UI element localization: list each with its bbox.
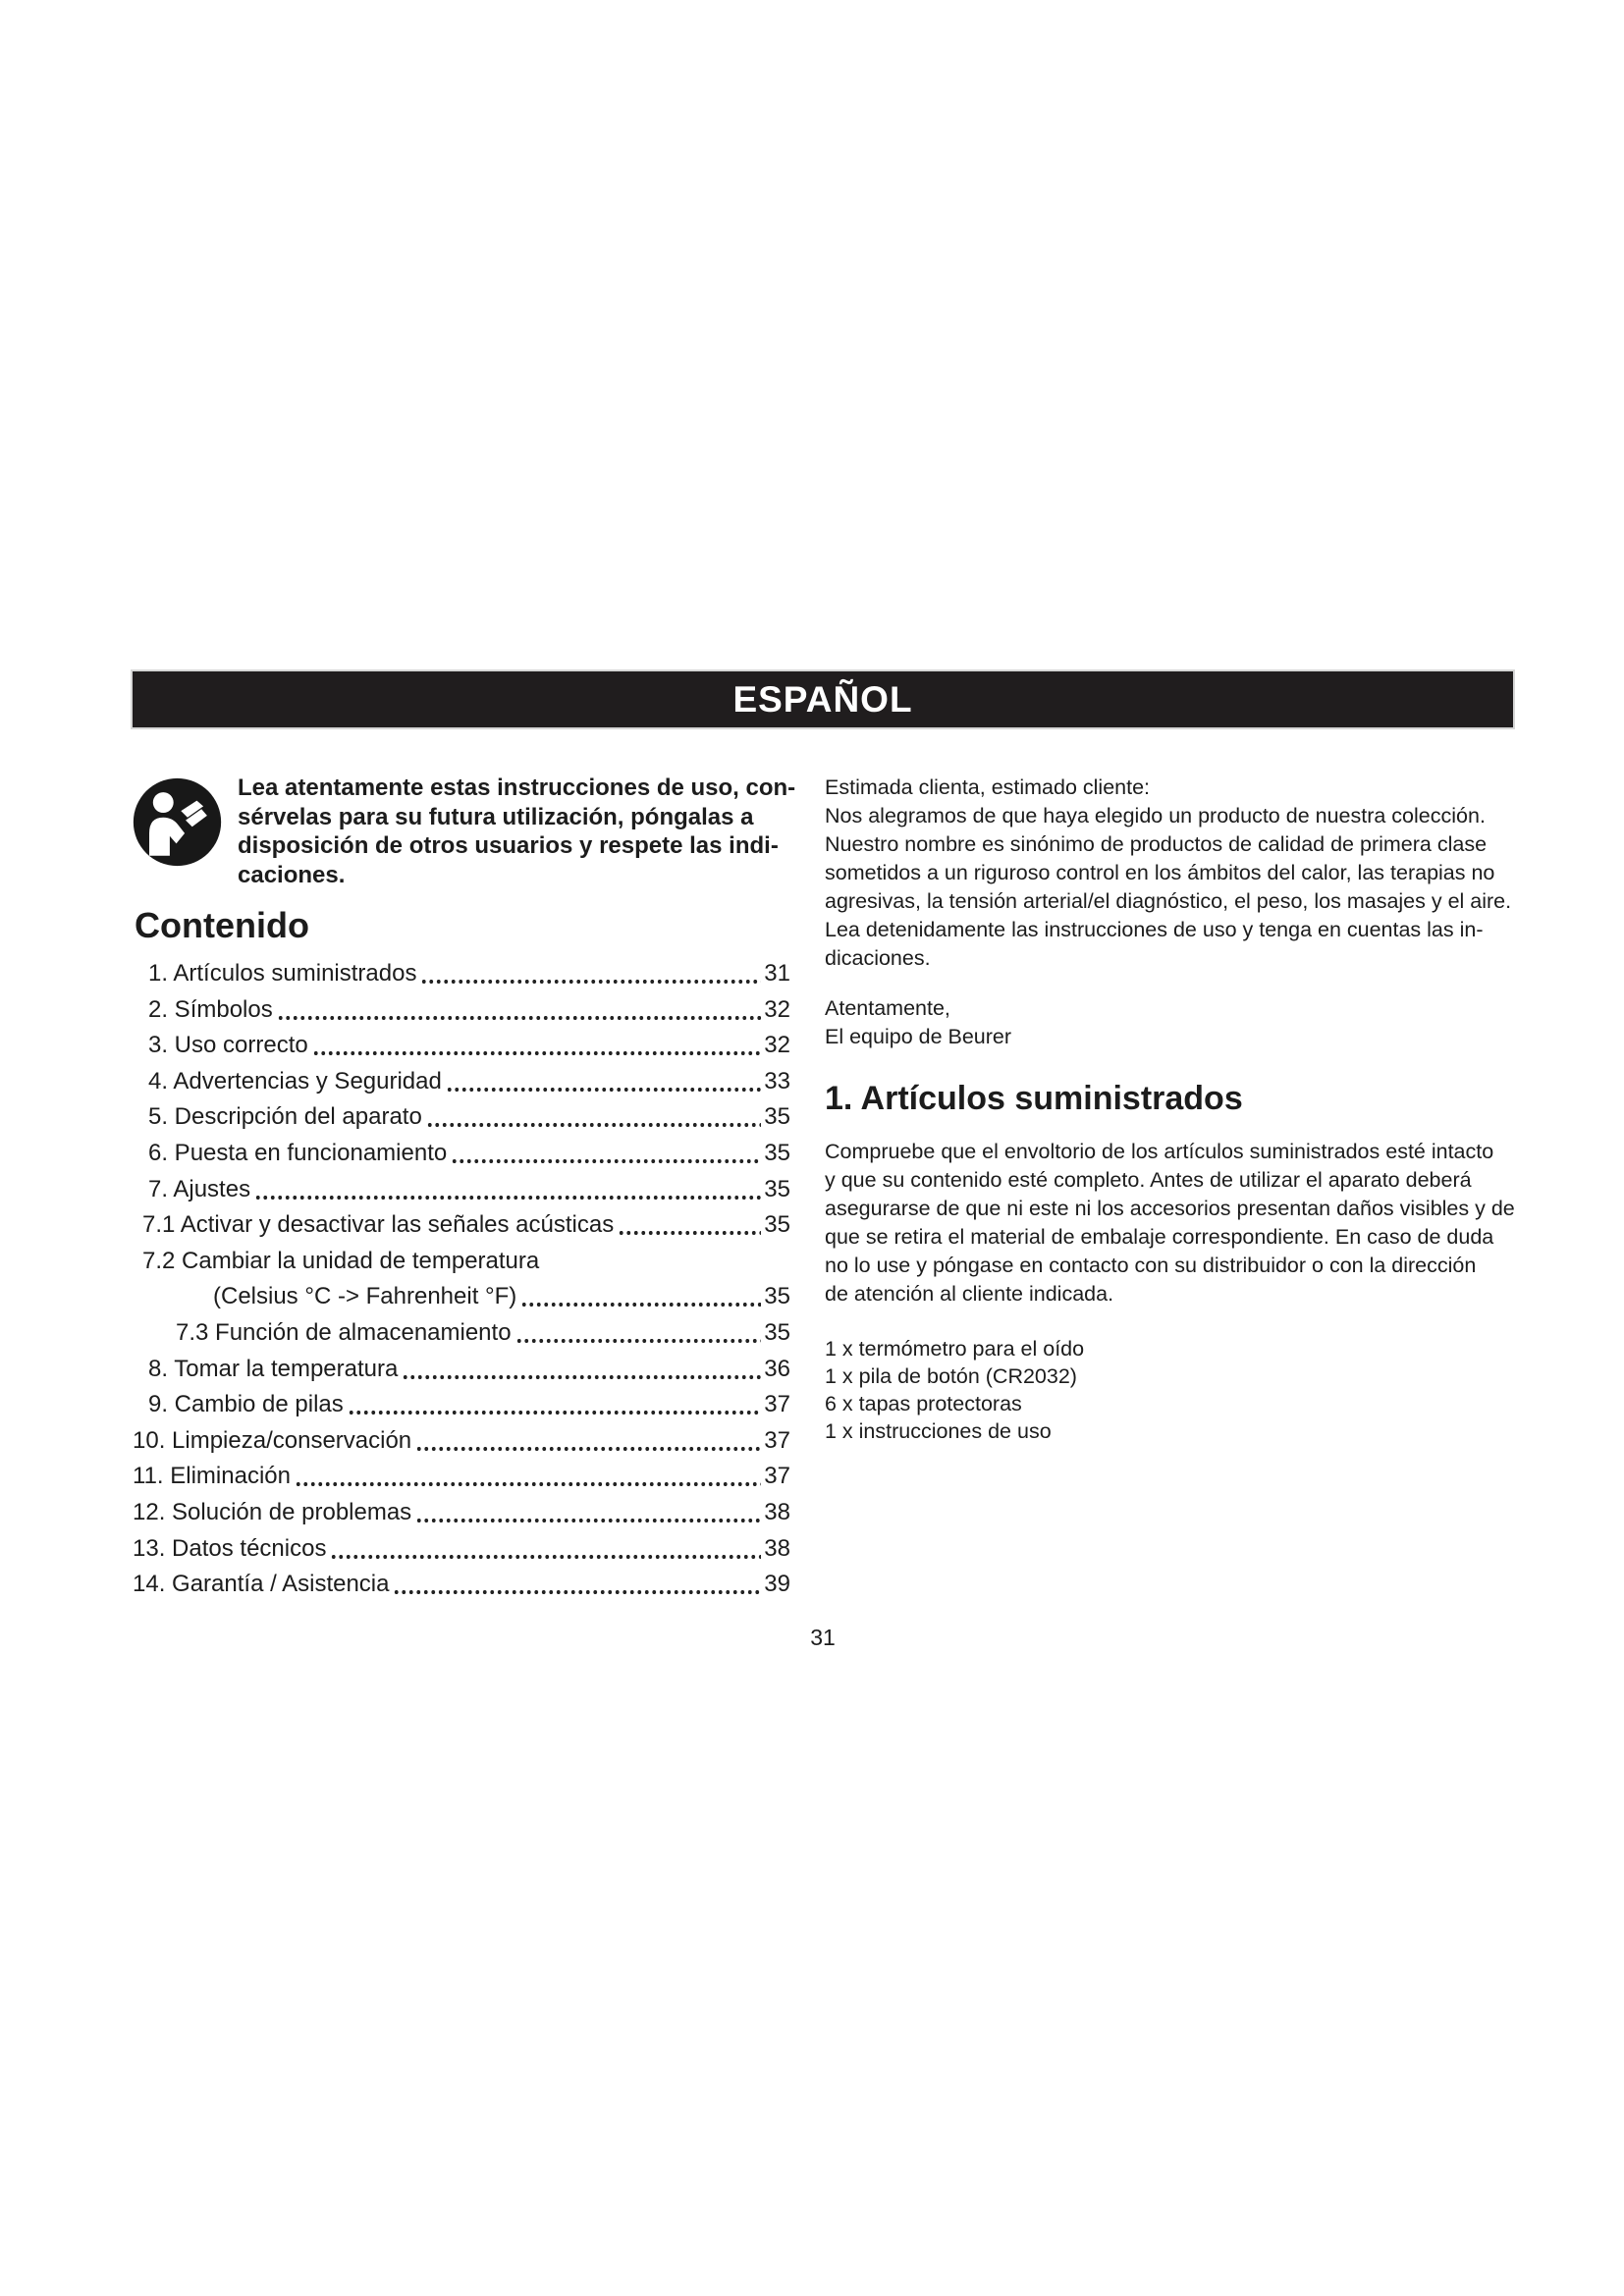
toc-entry-page: 32 (764, 1032, 790, 1059)
greeting-paragraph (825, 774, 1515, 973)
toc-dot-leader (515, 1315, 762, 1352)
toc-entry (131, 1495, 790, 1531)
toc-entry (131, 1099, 790, 1136)
paragraph-line: Nuestro nombre es sinónimo de productos de calidad de primera clase (825, 832, 1488, 856)
toc-title: Contenido (135, 905, 309, 945)
toc-entry-label: 6. Puesta en funcionamiento (148, 1139, 448, 1166)
toc-dot-leader (415, 1495, 761, 1531)
paragraph-line: Lea detenidamente las instrucciones de uso y tenga en cuentas las in- (825, 918, 1484, 941)
paragraph-line: Estimada clienta, estimado cliente: (825, 775, 1151, 799)
toc-entry (131, 1136, 790, 1172)
toc-entry-page: 36 (764, 1355, 790, 1382)
toc-entry-label: 14. Garantía / Asistencia (133, 1571, 390, 1598)
paragraph-line: que se retira el material de embalaje correspondiente. En caso de duda (825, 1225, 1494, 1249)
paragraph-line: Nos alegramos de que haya elegido un producto de nuestra colección. (825, 804, 1486, 828)
toc-entry-page: 35 (764, 1318, 790, 1346)
language-banner (131, 669, 1515, 729)
toc-entry (131, 1244, 790, 1280)
toc-entry-label: 5. Descripción del aparato (148, 1103, 422, 1131)
toc-dot-leader (295, 1459, 761, 1495)
toc-dot-leader (451, 1136, 761, 1172)
toc-dot-leader (618, 1207, 761, 1244)
toc-entry-label: 10. Limpieza/conservación (133, 1426, 412, 1454)
toc-dot-leader (330, 1531, 761, 1568)
paragraph-line: y que su contenido esté completo. Antes de utilizar el aparato deberá (825, 1168, 1472, 1192)
toc-dot-leader (393, 1567, 761, 1603)
toc-dot-leader (312, 1028, 762, 1064)
toc-entry (131, 1459, 790, 1495)
toc-entry-page: 37 (764, 1426, 790, 1454)
paragraph-line: Atentamente, (825, 996, 950, 1020)
toc-entry (131, 1064, 790, 1100)
list-item: 1 x pila de botón (CR2032) (825, 1364, 1077, 1388)
toc-entry-label: 7.3 Función de almacenamiento (176, 1318, 512, 1346)
supplied-items-list (825, 1335, 1515, 1445)
toc-dot-leader (420, 956, 761, 992)
toc-entry (131, 1207, 790, 1244)
toc-entry-label: 13. Datos técnicos (133, 1534, 327, 1562)
left-column (131, 774, 796, 1603)
toc-dot-leader (402, 1352, 761, 1388)
language-banner-label: ESPAÑOL (732, 679, 913, 720)
notice-line: sérvelas para su futura utilización, póngalas a (238, 803, 754, 830)
toc-entry-label: 3. Uso correcto (148, 1032, 308, 1059)
paragraph-line: El equipo de Beurer (825, 1025, 1012, 1048)
toc-entry-label: 2. Símbolos (148, 995, 273, 1023)
toc-entry-page: 38 (764, 1498, 790, 1525)
toc-entry-page: 35 (764, 1283, 790, 1310)
toc-entry-label: 12. Solución de problemas (133, 1498, 412, 1525)
toc-entry (131, 1423, 790, 1460)
notice-text (238, 774, 795, 889)
toc-dot-leader (520, 1279, 761, 1315)
notice-line: caciones. (238, 861, 346, 888)
toc-entry-label: 11. Eliminación (133, 1463, 291, 1490)
toc-dot-leader (348, 1387, 762, 1423)
toc-entry (131, 956, 790, 992)
list-item: 1 x instrucciones de uso (825, 1419, 1052, 1443)
toc-entry-page: 35 (764, 1175, 790, 1202)
toc-entry-page: 31 (764, 960, 790, 987)
toc-entry-page: 39 (764, 1571, 790, 1598)
toc-entry-label: 1. Artículos suministrados (148, 960, 417, 987)
paragraph-line: no lo use y póngase en contacto con su distribuidor o con la dirección (825, 1254, 1477, 1277)
toc-entry-page: 35 (764, 1103, 790, 1131)
toc-entry-label: 4. Advertencias y Seguridad (148, 1067, 442, 1095)
toc-entry-label: 7.2 Cambiar la unidad de temperatura (142, 1247, 540, 1274)
toc-entry (131, 1315, 790, 1352)
toc-entry-page: 38 (764, 1534, 790, 1562)
toc-entry (131, 992, 790, 1029)
toc-entry-label: 7. Ajustes (148, 1175, 251, 1202)
paragraph-line: Compruebe que el envoltorio de los artículos suministrados esté intacto (825, 1140, 1494, 1163)
toc-entry (131, 1567, 790, 1603)
toc-entry-page: 37 (764, 1391, 790, 1418)
toc-entry-page: 37 (764, 1463, 790, 1490)
toc-dot-leader (426, 1099, 761, 1136)
toc-entry-page: 32 (764, 995, 790, 1023)
read-instructions-icon (131, 775, 224, 869)
paragraph-line: asegurarse de que ni este ni los accesorios presentan daños visibles y de (825, 1197, 1515, 1220)
toc-entry-page: 35 (764, 1139, 790, 1166)
list-item: 6 x tapas protectoras (825, 1392, 1022, 1415)
toc-entry (131, 1172, 790, 1208)
toc-entry (131, 1531, 790, 1568)
toc-entry (131, 1279, 790, 1315)
paragraph-line: de atención al cliente indicada. (825, 1282, 1114, 1306)
section-paragraph (825, 1138, 1515, 1308)
toc-entry-page: 35 (764, 1211, 790, 1239)
page-content (131, 669, 1515, 1603)
signoff (825, 994, 1515, 1051)
toc-dot-leader (415, 1423, 761, 1460)
table-of-contents (131, 956, 790, 1603)
toc-entry-page: 33 (764, 1067, 790, 1095)
toc-entry (131, 1028, 790, 1064)
section-title: 1. Artículos suministrados (825, 1080, 1243, 1117)
paragraph-line: sometidos a un riguroso control en los ámbitos del calor, las terapias no (825, 861, 1495, 884)
toc-dot-leader (277, 992, 762, 1029)
toc-entry-label: (Celsius °C -> Fahrenheit °F) (213, 1283, 517, 1310)
two-column-layout (131, 774, 1515, 1603)
page-number: 31 (810, 1625, 836, 1650)
toc-entry-label: 9. Cambio de pilas (148, 1391, 344, 1418)
paragraph-line: agresivas, la tensión arterial/el diagnóstico, el peso, los masajes y el aire. (825, 889, 1512, 913)
read-notice (131, 774, 796, 889)
toc-dot-leader (254, 1172, 761, 1208)
notice-line: Lea atentamente estas instrucciones de uso, con- (238, 774, 796, 801)
list-item: 1 x termómetro para el oído (825, 1337, 1085, 1361)
toc-dot-leader (446, 1064, 761, 1100)
notice-line: disposición de otros usuarios y respete las indi- (238, 832, 779, 859)
paragraph-line: dicaciones. (825, 946, 931, 970)
toc-entry-label: 7.1 Activar y desactivar las señales acústicas (142, 1211, 615, 1239)
right-column (825, 774, 1515, 1603)
toc-entry (131, 1387, 790, 1423)
toc-entry (131, 1352, 790, 1388)
toc-entry-label: 8. Tomar la temperatura (148, 1355, 399, 1382)
